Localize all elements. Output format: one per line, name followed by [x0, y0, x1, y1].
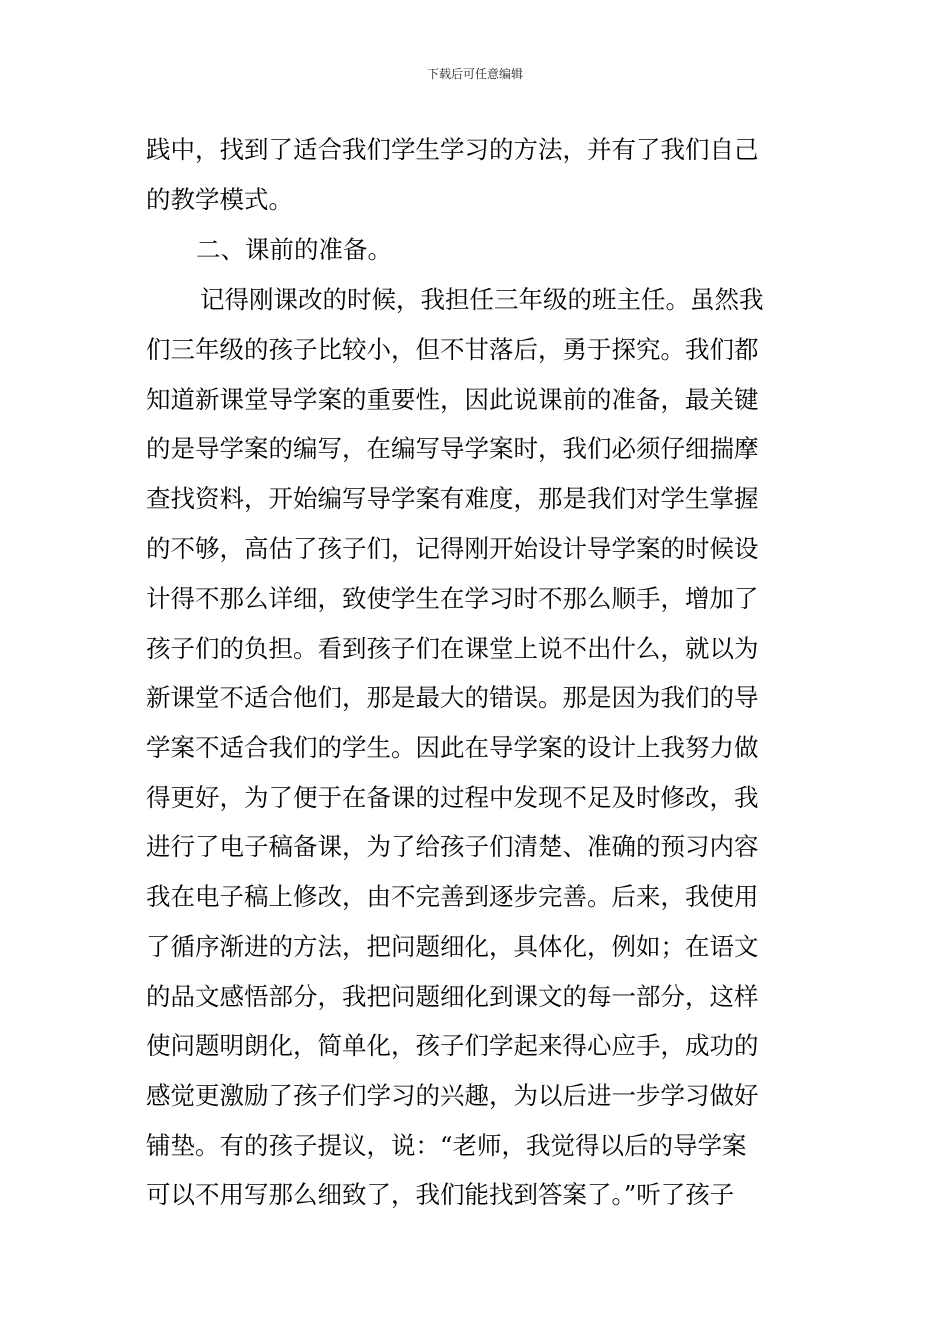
body-text-line: 记得刚课改的时候，我担任三年级的班主任。虽然我 [200, 285, 764, 314]
section-heading: 二、课前的准备。 [196, 235, 392, 264]
body-text-line: 的不够，高估了孩子们，记得刚开始设计导学案的时候设 [146, 534, 759, 563]
body-text-line: 可以不用写那么细致了，我们能找到答案了。”听了孩子 [146, 1180, 735, 1209]
body-text-line: 查找资料，开始编写导学案有难度，那是我们对学生掌握 [146, 484, 759, 513]
body-text-line: 践中，找到了适合我们学生学习的方法，并有了我们自己 [146, 135, 759, 164]
body-text-line: 使问题明朗化，简单化，孩子们学起来得心应手，成功的 [146, 1031, 759, 1060]
body-text-line: 得更好，为了便于在备课的过程中发现不足及时修改，我 [146, 783, 759, 812]
body-text-line: 我在电子稿上修改，由不完善到逐步完善。后来，我使用 [146, 882, 759, 911]
body-text-line: 知道新课堂导学案的重要性，因此说课前的准备，最关键 [146, 385, 759, 414]
body-text-line: 新课堂不适合他们，那是最大的错误。那是因为我们的导 [146, 683, 759, 712]
body-text-line: 的是导学案的编写，在编写导学案时，我们必须仔细揣摩 [146, 434, 759, 463]
body-text-line: 铺垫。有的孩子提议，说：“老师，我觉得以后的导学案 [146, 1131, 747, 1160]
body-text-line: 计得不那么详细，致使学生在学习时不那么顺手，增加了 [146, 584, 759, 613]
body-text-line: 感觉更激励了孩子们学习的兴趣，为以后进一步学习做好 [146, 1081, 759, 1110]
body-text-line: 学案不适合我们的学生。因此在导学案的设计上我努力做 [146, 733, 759, 762]
body-text-line: 孩子们的负担。看到孩子们在课堂上说不出什么，就以为 [146, 634, 759, 663]
body-text-line: 的品文感悟部分，我把问题细化到课文的每一部分，这样 [146, 982, 759, 1011]
body-text-line: 进行了电子稿备课，为了给孩子们清楚、准确的预习内容 [146, 832, 759, 861]
body-text-line: 了循序渐进的方法，把问题细化，具体化，例如；在语文 [146, 932, 759, 961]
body-text-line: 的教学模式。 [146, 185, 293, 214]
page-header: 下载后可任意编辑 [426, 67, 523, 81]
body-text-line: 们三年级的孩子比较小，但不甘落后，勇于探究。我们都 [146, 335, 759, 364]
